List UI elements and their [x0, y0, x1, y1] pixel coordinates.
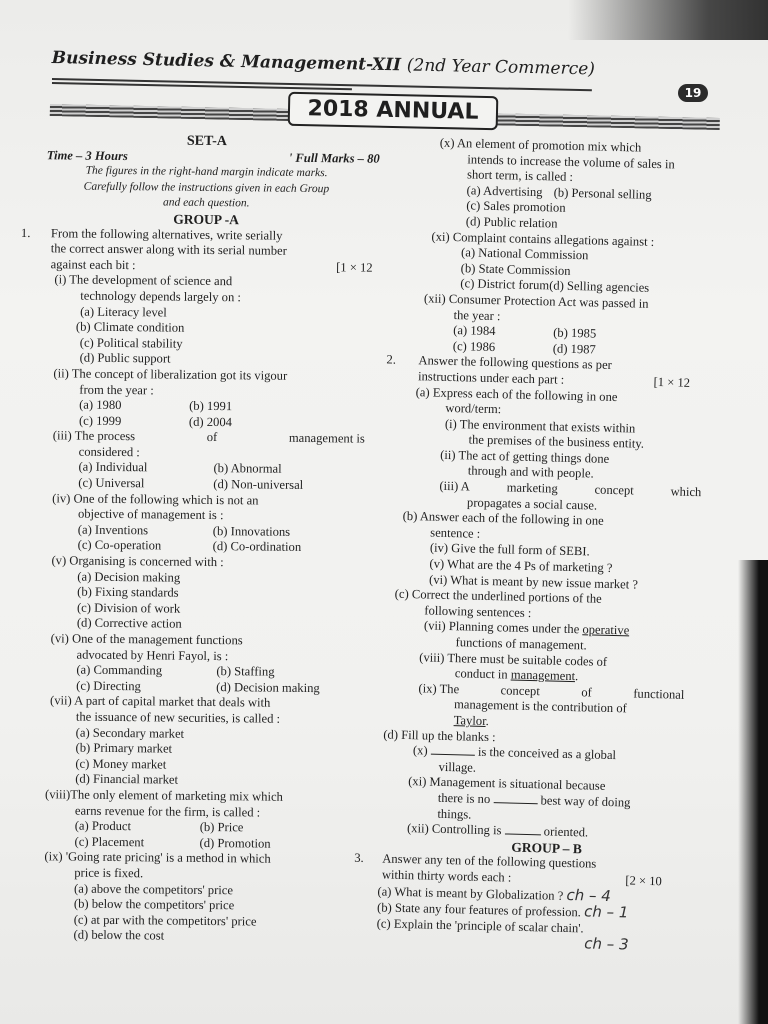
- option: (a) above the competitors' price: [74, 881, 234, 897]
- question-text: instructions under each part :: [417, 369, 565, 387]
- sub-question: (v) What are the 4 Ps of marketing ?: [429, 556, 613, 576]
- option: (a) 1984: [453, 323, 496, 339]
- sub-question: (vi) One of the management functions: [50, 631, 243, 648]
- sub-question-text: objective of management is :: [77, 506, 224, 523]
- sub-question-text: advocated by Henri Fayol, is :: [76, 647, 229, 663]
- options-row: [18, 522, 348, 557]
- sub-question-text: is the conceived as a global: [477, 744, 617, 763]
- handwritten-note: ch – 4: [566, 885, 612, 905]
- group-b-heading: GROUP – B: [511, 839, 583, 857]
- option: (b) State Commission: [460, 260, 571, 278]
- option: (b) Staffing: [216, 664, 275, 679]
- question-text: the correct answer along with its serial number: [50, 241, 287, 258]
- option: (b) Innovations: [212, 523, 291, 539]
- question-number: 3.: [354, 851, 364, 866]
- sub-question-text: from the year :: [79, 382, 154, 397]
- option: (d) Selling agencies: [549, 278, 650, 296]
- part-heading-text: following sentences :: [424, 603, 532, 620]
- fill-blank: [431, 746, 475, 756]
- instruction-line: The figures in the right-hand margin indicate marks.: [85, 164, 328, 180]
- option: (a) Literacy level: [80, 304, 167, 320]
- sub-question-text: price is fixed.: [74, 865, 144, 881]
- option: (b) Price: [199, 820, 244, 835]
- sub-question: (xi) Complaint contains allegations against :: [431, 229, 655, 249]
- part-heading: (b) Answer each of the following in one: [402, 509, 604, 529]
- options-row: [19, 397, 299, 431]
- option: (d) Promotion: [199, 835, 271, 851]
- option: (d) 2004: [188, 414, 233, 429]
- option: (c) Money market: [75, 756, 167, 772]
- marks-label: [1 × 12: [653, 374, 691, 390]
- option: (c) Universal: [78, 475, 145, 491]
- option: (b) Primary market: [75, 740, 173, 756]
- option: (a) Decision making: [77, 569, 181, 585]
- option: (c) District forum: [460, 276, 550, 293]
- page-edge-shadow: [738, 560, 768, 1024]
- fill-blank: [493, 794, 537, 804]
- sub-question-text: (a) What is meant by Globalization ?: [377, 883, 564, 903]
- sub-question-text: management is: [288, 431, 365, 446]
- part-heading-text: word/term:: [445, 400, 502, 417]
- part-heading: (d) Fill up the blanks :: [383, 727, 496, 744]
- option: (c) Directing: [76, 678, 141, 694]
- set-label: SET-A: [186, 133, 227, 150]
- sub-question-text: functional: [633, 686, 685, 702]
- underlined-word: management: [510, 667, 576, 684]
- question-text: Answer any ten of the following questions: [382, 851, 597, 872]
- option: (b) Personal selling: [553, 185, 652, 202]
- option: (b) Fixing standards: [77, 584, 179, 600]
- option: (a) Advertising: [466, 183, 543, 199]
- right-column: [352, 134, 716, 955]
- sub-question-text: considered :: [78, 444, 140, 460]
- option: (a) Inventions: [77, 522, 149, 538]
- option: (d) Public relation: [465, 214, 558, 231]
- sub-question-text: oriented.: [543, 824, 589, 840]
- option: (c) 1986: [452, 338, 496, 354]
- sub-question: (v) Organising is concerned with :: [51, 553, 224, 570]
- sub-question-text: the year :: [453, 307, 501, 323]
- sub-question: (viii)The only element of marketing mix which: [44, 787, 283, 804]
- option: (d) Public support: [79, 350, 171, 366]
- sub-question: (ii) The concept of liberalization got its vigour: [53, 366, 288, 383]
- sub-question-text: (xii) Controlling is: [406, 821, 502, 838]
- option: (c) 1999: [78, 413, 122, 428]
- sub-question-text: concept: [500, 683, 540, 699]
- option: (c) Placement: [74, 834, 145, 850]
- sub-question-text: (ix) The: [418, 681, 460, 697]
- handwritten-note: ch – 1: [583, 902, 629, 922]
- sub-question-text: .: [485, 713, 490, 728]
- sub-question-text: propagates a social cause.: [466, 495, 598, 513]
- sub-question-text: village.: [438, 759, 477, 775]
- question-text: against each bit :: [50, 257, 136, 272]
- option: (b) Abnormal: [213, 461, 282, 477]
- option: (a) 1980: [79, 397, 122, 413]
- sub-question-text: there is no: [437, 790, 491, 807]
- question-number: 2.: [386, 352, 397, 367]
- sub-question-text: earns revenue for the firm, is called :: [74, 803, 261, 820]
- part-heading: (c) Correct the underlined portions of the: [394, 586, 602, 606]
- sub-question-text: through and with people.: [467, 463, 594, 481]
- option: (d) Corrective action: [76, 616, 182, 632]
- sub-question-text: the premises of the business entity.: [468, 432, 645, 452]
- sub-question-text: (iii) A: [439, 478, 471, 494]
- option: (d) Non-universal: [213, 477, 304, 493]
- option: (c) Co-operation: [77, 538, 162, 553]
- book-title-text: Business Studies & Management-XII: [51, 48, 402, 76]
- question-text: Answer the following questions as per: [418, 353, 613, 373]
- question-text: within thirty words each :: [381, 867, 512, 885]
- full-marks-label: ' Full Marks – 80: [288, 150, 380, 166]
- options-row: [16, 662, 356, 697]
- option: (b) below the competitors' price: [73, 896, 235, 913]
- option: (d) 1987: [552, 341, 597, 357]
- underlined-word: Taylor: [453, 713, 486, 728]
- sub-question-text: things.: [437, 806, 472, 822]
- sub-question-text: which: [670, 484, 702, 500]
- sub-question-text: short term, is called :: [466, 167, 574, 185]
- question-text: From the following alternatives, write serially: [50, 225, 283, 243]
- sub-question: (viii) There must be suitable codes of: [419, 649, 608, 669]
- sub-question-text: concept: [594, 482, 634, 498]
- sub-question: (vii) A part of capital market that deals with: [49, 693, 271, 711]
- option: (d) Financial market: [75, 771, 179, 788]
- sub-question: (x) An element of promotion mix which: [439, 135, 642, 155]
- option: (d) Co-ordination: [212, 539, 302, 555]
- sub-question: (ii) The act of getting things done: [440, 447, 610, 466]
- sub-question: (i) The environment that exists within: [444, 416, 636, 436]
- underlined-word: operative: [582, 622, 630, 638]
- option: (c) Sales promotion: [466, 198, 566, 216]
- handwritten-note: ch – 3: [584, 934, 629, 954]
- option: (c) Political stability: [79, 335, 183, 351]
- question-number: 1.: [20, 225, 31, 240]
- sub-question-text: of: [206, 430, 218, 445]
- option: (b) Climate condition: [75, 319, 185, 335]
- sub-question-text: .: [574, 669, 579, 684]
- option: (a) National Commission: [460, 245, 589, 263]
- option: (d) below the cost: [73, 927, 165, 943]
- sub-question: (ix) 'Going rate pricing' is a method in which: [44, 849, 271, 866]
- marks-label: [2 × 10: [625, 873, 663, 889]
- group-a-heading: GROUP -A: [173, 211, 239, 228]
- sub-question: (vi) What is meant by new issue market ?: [428, 572, 639, 592]
- part-heading: (a) Express each of the following in one: [415, 384, 618, 404]
- option: (a) Product: [74, 818, 132, 834]
- option: (b) 1985: [553, 325, 597, 341]
- sub-question-text: intends to increase the volume of sales in: [467, 151, 675, 171]
- fill-blank: [505, 826, 541, 836]
- page-number: 19: [678, 84, 708, 102]
- sub-question-text: (vii) Planning comes under the: [423, 618, 580, 637]
- book-title: [52, 48, 596, 79]
- page-corner-shadow: [568, 0, 768, 40]
- marks-label: [1 × 12: [336, 260, 373, 275]
- option: (c) Division of work: [76, 600, 181, 616]
- sub-question: (i) The development of science and: [54, 272, 233, 289]
- sub-question-text: the issuance of new securities, is called :: [75, 709, 281, 726]
- sub-question-text: best way of doing: [540, 793, 631, 810]
- sub-question-text: (x): [412, 743, 428, 758]
- sub-question: (iv) Give the full form of SEBI.: [429, 540, 590, 559]
- instruction-line: and each question.: [162, 196, 250, 210]
- part-heading-text: sentence :: [430, 525, 481, 541]
- option: (a) Secondary market: [75, 725, 185, 741]
- sub-question: (iv) One of the following which is not an: [52, 490, 259, 508]
- options-row: [14, 818, 324, 852]
- sub-question: (xii) Consumer Protection Act was passed in: [423, 291, 649, 311]
- sub-question-text: conduct in: [454, 666, 508, 682]
- sub-question-text: functions of management.: [455, 635, 587, 653]
- option: (a) Individual: [78, 460, 148, 475]
- option: (b) 1991: [189, 398, 233, 414]
- sub-question-text: (b) State any four features of profession.: [376, 900, 582, 920]
- option: (d) Decision making: [216, 679, 320, 695]
- sub-question-text: management is the contribution of: [453, 697, 627, 716]
- sub-question: (xi) Management is situational because: [408, 774, 606, 794]
- sub-question-text: technology depends largely on :: [80, 288, 242, 305]
- options-row: [18, 459, 348, 494]
- option: (c) at par with the competitors' price: [73, 912, 257, 929]
- book-subtitle: (2nd Year Commerce): [406, 55, 596, 80]
- left-column: [14, 132, 392, 947]
- sub-question-text: marketing: [506, 480, 558, 496]
- instruction-line: Carefully follow the instructions given in each Group: [83, 180, 330, 196]
- time-label: Time – 3 Hours: [46, 147, 128, 163]
- sub-question-text: (iii) The process: [52, 428, 136, 444]
- option: (a) Commanding: [76, 662, 163, 678]
- sub-question: (c) Explain the 'principle of scalar chain'.: [376, 916, 584, 936]
- exam-banner: 2018 ANNUAL: [288, 92, 499, 130]
- sub-question-text: of: [581, 685, 592, 700]
